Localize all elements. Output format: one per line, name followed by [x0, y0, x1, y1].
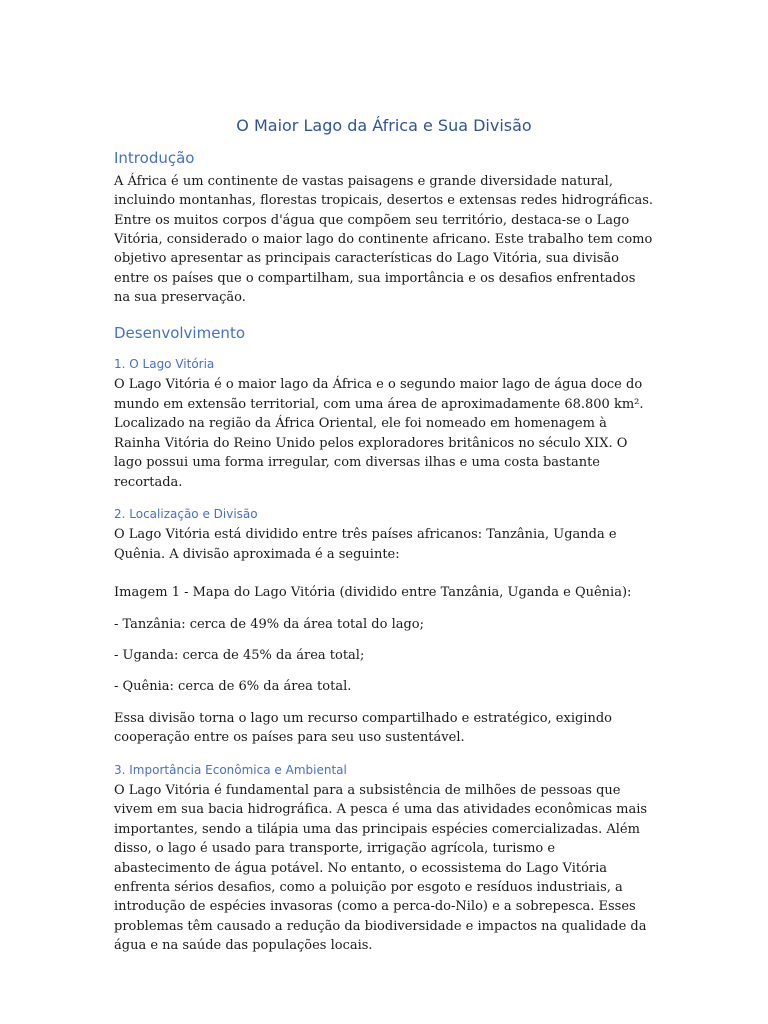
- document-title: O Maior Lago da África e Sua Divisão: [236, 116, 532, 135]
- list-item-uganda: - Uganda: cerca de 45% da área total;: [114, 647, 365, 663]
- list-item-quenia: - Quênia: cerca de 6% da área total.: [114, 679, 352, 695]
- document-page: [114, 116, 654, 956]
- development-heading: Desenvolvimento: [114, 323, 246, 342]
- intro-paragraph: A África é um continente de vastas paisagens e grande diversidade natural, incluindo montanhas, florestas tropicais, desertos e extensas redes hidrográficas. Entre os muitos corpos d'água que compõem seu território, destaca-se o Lago Vitória, considerado o maior lago do continente africano. Este trabalho tem como objetivo apresentar as principais características do Lago Vitória, sua divisão entre os países que o compartilham, sua importância e os desafios enfrentados na sua preservação.: [114, 173, 654, 306]
- image-caption: Imagem 1 - Mapa do Lago Vitória (dividido entre Tanzânia, Uganda e Quênia):: [114, 585, 632, 601]
- section3-paragraph: O Lago Vitória é fundamental para a subsistência de milhões de pessoas que vivem em sua bacia hidrográfica. A pesca é uma das atividades econômicas mais importantes, sendo a tilápia uma das principais espécies comercializadas. Além disso, o lago é usado para transporte, irrigação agrícola, turismo e abastecimento de água potável. No entanto, o ecossistema do Lago Vitória enfrenta sérios desafios, como a poluição por esgoto e resíduos industriais, a introdução de espécies invasoras (como a perca-do-Nilo) e a sobrepesca. Esses problemas têm causado a redução da biodiversidade e impactos na qualidade da água e na saúde das populações locais.: [114, 782, 648, 954]
- section2-paragraph: O Lago Vitória está dividido entre três países africanos: Tanzânia, Uganda e Quênia. A divisão aproximada é a seguinte:: [114, 527, 617, 562]
- section1-paragraph: O Lago Vitória é o maior lago da África e o segundo maior lago de água doce do mundo em extensão territorial, com uma área de aproximadamente 68.800 km². Localizado na região da África Oriental, ele foi nomeado em homenagem à Rainha Vitória do Reino Unido pelos exploradores britânicos no século XIX. O lago possui uma forma irregular, com diversas ilhas e uma costa bastante recortada.: [114, 377, 644, 490]
- intro-heading: Introdução: [114, 149, 195, 168]
- section1-heading: 1. O Lago Vitória: [114, 357, 215, 372]
- section3-heading: 3. Importância Econômica e Ambiental: [114, 762, 347, 777]
- list-item-tanzania: - Tanzânia: cerca de 49% da área total do lago;: [114, 616, 425, 632]
- section2-heading: 2. Localização e Divisão: [114, 506, 258, 521]
- section2-closing: Essa divisão torna o lago um recurso compartilhado e estratégico, exigindo cooperação entre os países para seu uso sustentável.: [114, 710, 612, 746]
